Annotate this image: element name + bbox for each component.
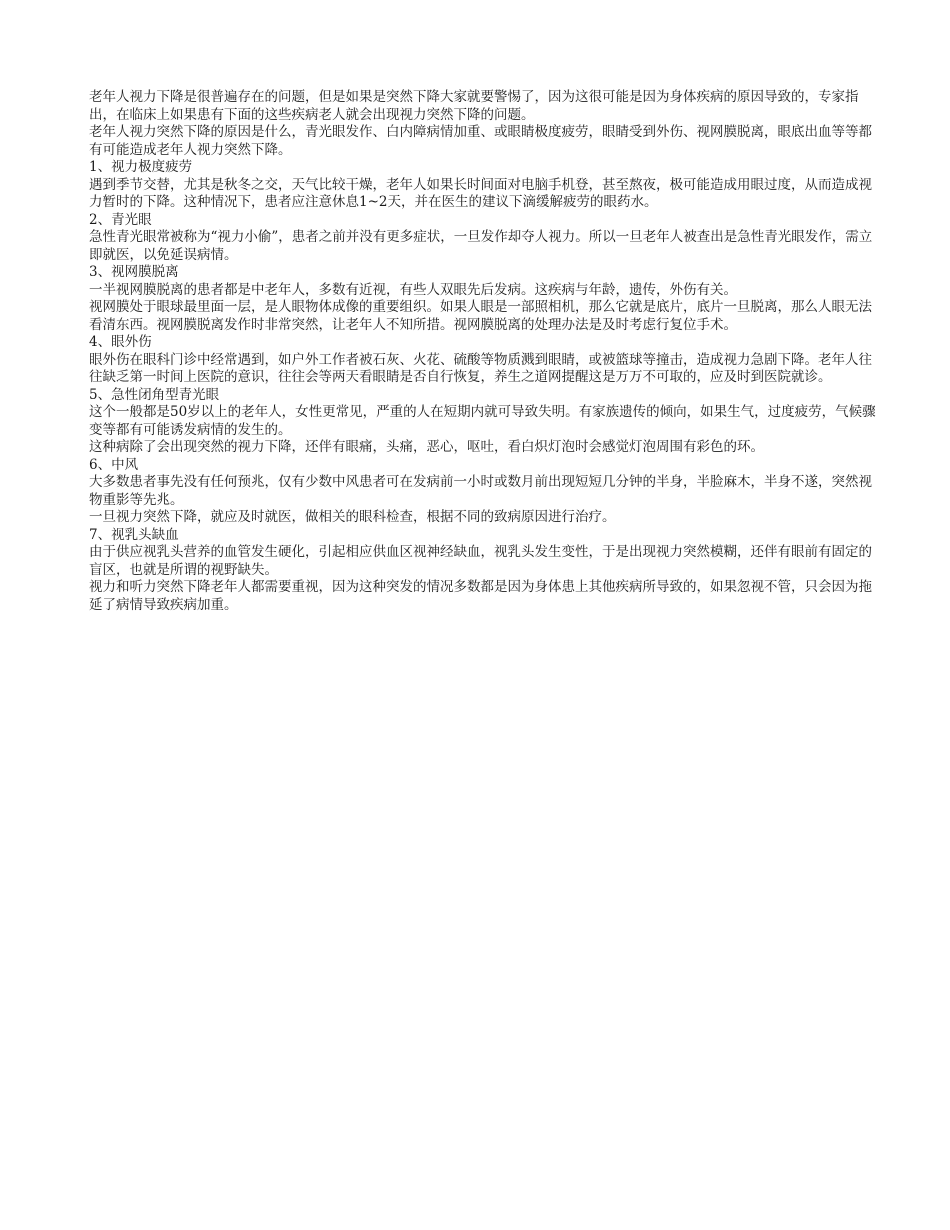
optic-ischemia-paragraph: 由于供应视乳头营养的血管发生硬化，引起相应供血区视神经缺血，视乳头发生变性，于是出现视力突然模糊，还伴有眼前有固定的盲区，也就是所谓的视野缺失。 bbox=[89, 544, 872, 578]
article-body bbox=[89, 89, 879, 614]
causes-paragraph: 老年人视力突然下降的原因是什么，青光眼发作、白内障病情加重、或眼睛极度疲劳，眼睛受到外伤、视网膜脱离，眼底出血等等都有可能造成老年人视力突然下降。 bbox=[89, 124, 872, 158]
eye-fatigue-paragraph: 遇到季节交替，尤其是秋冬之交，天气比较干燥，老年人如果长时间面对电脑手机登，甚至熬夜，极可能造成用眼过度，从而造成视力暂时的下降。这种情况下，患者应注意休息1~2天，并在医生的建议下滴缓解疲劳的眼药水。 bbox=[89, 176, 872, 210]
section-heading-acute-glaucoma: 5、急性闭角型青光眼 bbox=[89, 386, 220, 403]
acute-glaucoma-paragraph-1: 这个一般都是50岁以上的老年人，女性更常见，严重的人在短期内就可导致失明。有家族遗传的倾向，如果生气，过度疲劳，气候骤变等都有可能诱发病情的发生的。 bbox=[89, 404, 876, 438]
section-heading-stroke: 6、中风 bbox=[89, 456, 139, 473]
section-heading-eye-injury: 4、眼外伤 bbox=[89, 334, 152, 350]
stroke-paragraph-1: 大多数患者事先没有任何预兆，仅有少数中风患者可在发病前一小时或数月前出现短短几分钟的半身，半脸麻木，半身不遂，突然视物重影等先兆。 bbox=[89, 474, 872, 508]
section-heading-retinal-detachment: 3、视网膜脱离 bbox=[89, 264, 179, 280]
intro-paragraph: 老年人视力下降是很普遍存在的问题，但是如果是突然下降大家就要警惕了，因为这很可能是因为身体疾病的原因导致的，专家指出，在临床上如果患有下面的这些疾病老人就会出现视力突然下降的问题。 bbox=[89, 89, 859, 123]
conclusion-paragraph: 视力和听力突然下降老年人都需要重视，因为这种突发的情况多数都是因为身体患上其他疾病所导致的，如果忽视不管，只会因为拖延了病情导致疾病加重。 bbox=[89, 579, 872, 613]
section-heading-optic-ischemia: 7、视乳头缺血 bbox=[89, 526, 179, 543]
retinal-detachment-paragraph-2: 视网膜处于眼球最里面一层，是人眼物体成像的重要组织。如果人眼是一部照相机，那么它就是底片，底片一旦脱离，那么人眼无法看清东西。视网膜脱离发作时非常突然，让老年人不知所措。视网膜脱离的处理办法是及时考虑行复位手术。 bbox=[89, 299, 872, 333]
acute-glaucoma-paragraph-2: 这种病除了会出现突然的视力下降，还伴有眼痛，头痛，恶心，呕吐，看白炽灯泡时会感觉灯泡周围有彩色的环。 bbox=[89, 439, 764, 455]
section-heading-glaucoma: 2、青光眼 bbox=[89, 211, 152, 228]
glaucoma-paragraph: 急性青光眼常被称为“视力小偷”，患者之前并没有更多症状，一旦发作却夺人视力。所以一旦老年人被查出是急性青光眼发作，需立即就医，以免延误病情。 bbox=[89, 229, 873, 263]
retinal-detachment-paragraph-1: 一半视网膜脱离的患者都是中老年人，多数有近视，有些人双眼先后发病。这疾病与年龄，遗传，外伤有关。 bbox=[89, 281, 737, 298]
section-heading-eye-fatigue: 1、视力极度疲劳 bbox=[89, 159, 193, 175]
eye-injury-paragraph: 眼外伤在眼科门诊中经常遇到，如户外工作者被石灰、火花、硫酸等物质溅到眼睛，或被篮球等撞击，造成视力急剧下降。老年人往往缺乏第一时间上医院的意识，往往会等两天看眼睛是否自行恢复，养生之道网提醒这是万万不可取的，应及时到医院就诊。 bbox=[89, 351, 872, 385]
stroke-paragraph-2: 一旦视力突然下降，就应及时就医，做相关的眼科检查，根据不同的致病原因进行治疗。 bbox=[89, 509, 616, 525]
